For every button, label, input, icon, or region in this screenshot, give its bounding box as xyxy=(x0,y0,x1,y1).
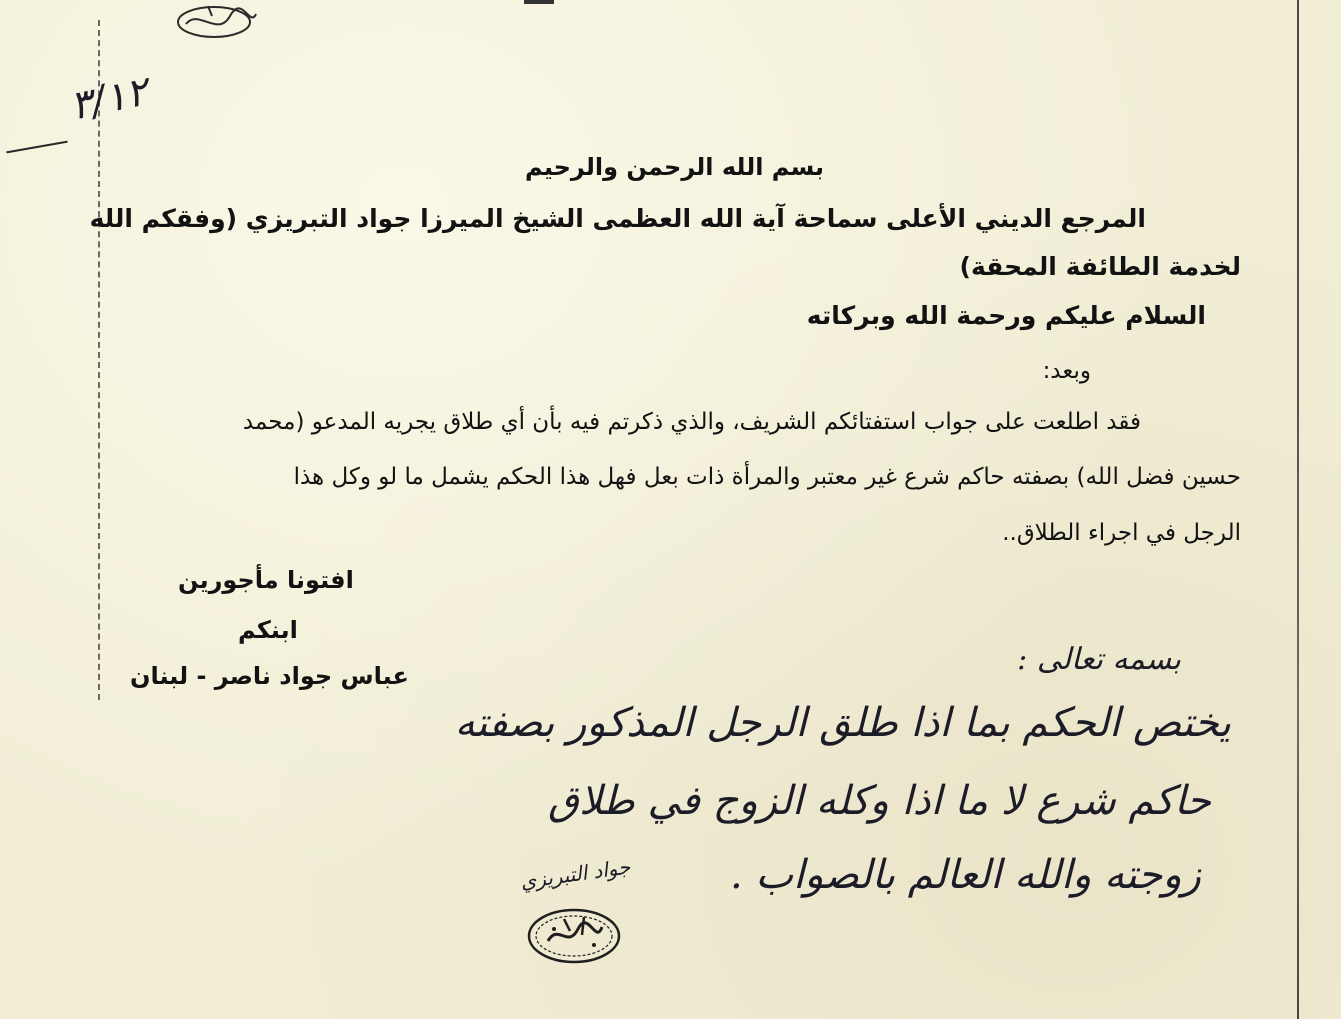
address-line-1: المرجع الديني الأعلى سماحة آية الله العظمى الشيخ الميرزا جواد التبريزي (وفقكم الله xyxy=(89,204,1146,233)
question-line-3: الرجل في اجراء الطلاق.. xyxy=(1002,520,1241,546)
sender-name: عباس جواد ناصر - لبنان xyxy=(130,662,409,690)
basmala-heading: بسم الله الرحمن والرحيم xyxy=(525,153,825,181)
address-line-2: لخدمة الطائفة المحقة) xyxy=(959,252,1241,281)
answer-line-3: زوجته والله العالم بالصواب . xyxy=(730,852,1201,898)
top-scribble-icon xyxy=(168,2,264,44)
question-line-1: فقد اطلعت على جواب استفتائكم الشريف، والذي ذكرتم فيه بأن أي طلاق يجريه المدعو (محمد xyxy=(242,409,1141,435)
answer-line-2: حاكم شرع لا ما اذا وكله الزوج في طلاق xyxy=(548,778,1211,824)
seal-stamp-icon xyxy=(524,905,624,967)
answer-basmala: بسمه تعالى : xyxy=(1017,642,1181,677)
margin-note: ٣/١٢ xyxy=(66,68,152,130)
opening-line: وبعد: xyxy=(1042,358,1091,384)
signature-name: جواد التبريزي xyxy=(518,854,632,894)
greeting-line: السلام عليكم ورحمة الله وبركاته xyxy=(806,301,1206,330)
top-edge-mark xyxy=(524,0,554,4)
closing-request: افتونا مأجورين xyxy=(178,566,354,594)
page-fold-line xyxy=(1297,0,1299,1019)
question-line-2: حسين فضل الله) بصفته حاكم شرع غير معتبر والمرأة ذات بعل فهل هذا الحكم يشمل ما لو وكل هذا xyxy=(293,464,1241,490)
answer-line-1: يختص الحكم بما اذا طلق الرجل المذكور بصفته xyxy=(454,700,1231,746)
margin-stroke xyxy=(6,141,67,154)
closing-signoff: ابنكم xyxy=(238,616,298,644)
